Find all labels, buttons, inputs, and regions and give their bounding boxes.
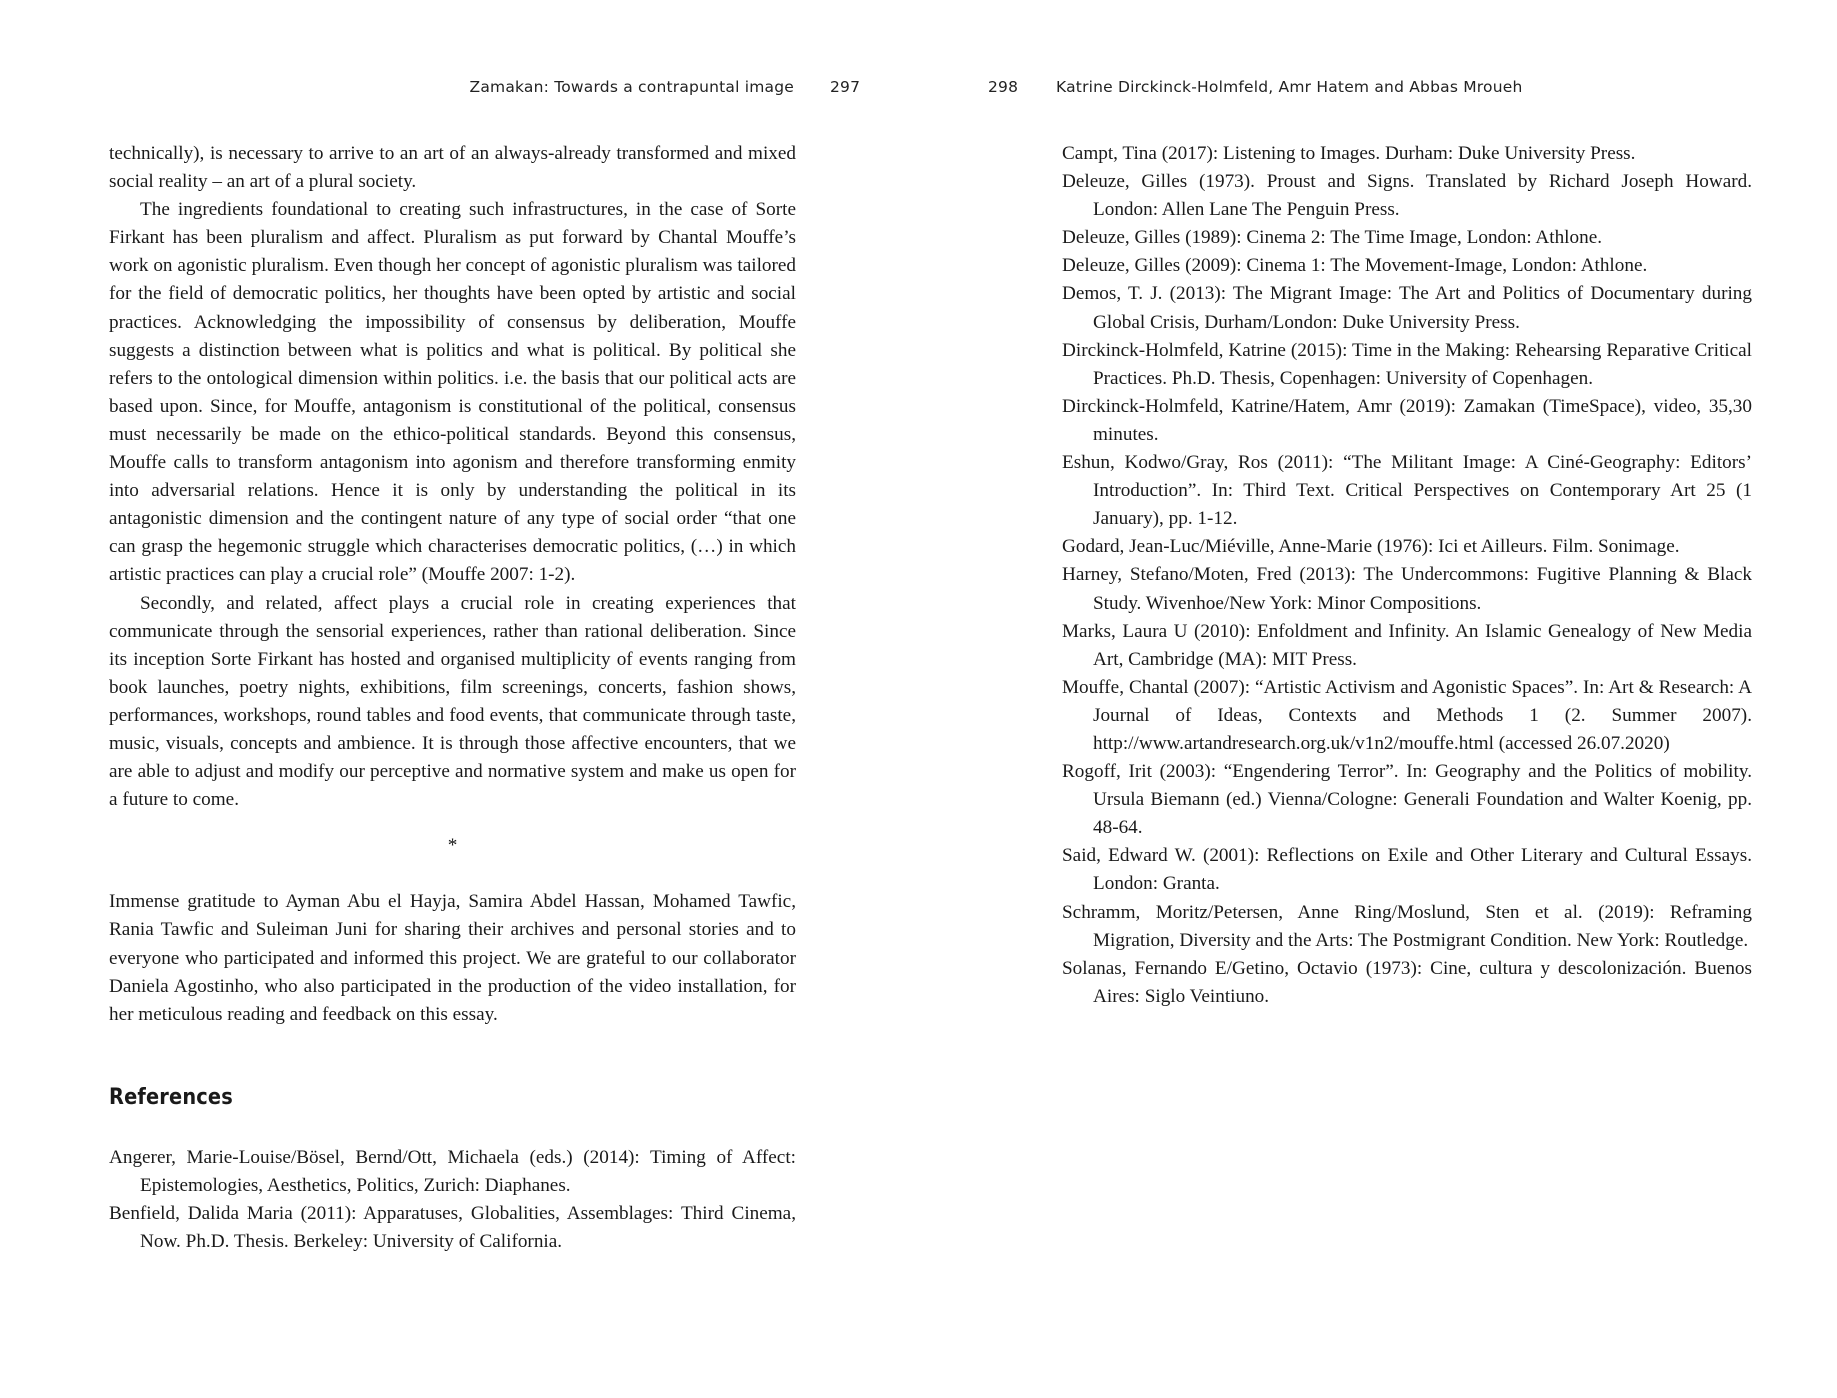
reference-list-left bbox=[109, 1144, 796, 1256]
reference-item: Campt, Tina (2017): Listening to Images. Durham: Duke University Press. bbox=[1062, 143, 1636, 164]
reference-item: Harney, Stefano/Moten, Fred (2013): The Undercommons: Fugitive Planning & Black Study. Wivenhoe/New York: Minor Compositions. bbox=[1062, 564, 1752, 614]
reference-item: Deleuze, Gilles (2009): Cinema 1: The Movement-Image, London: Athlone. bbox=[1062, 255, 1648, 277]
reference-item: Dirckinck-Holmfeld, Katrine (2015): Time in the Making: Rehearsing Reparative Critical Practices. Ph.D. Thesis, Copenhagen: University of Copenhagen. bbox=[1062, 339, 1752, 389]
reference-item: Deleuze, Gilles (1989): Cinema 2: The Time Image, London: Athlone. bbox=[1062, 227, 1603, 249]
reference-item: Deleuze, Gilles (1973). Proust and Signs. Translated by Richard Joseph Howard. London: Allen Lane The Penguin Press. bbox=[1062, 171, 1752, 221]
reference-item: Mouffe, Chantal (2007): “Artistic Activism and Agonistic Spaces”. In: Art & Research: A Journal of Ideas, Contexts and Methods 1 (2. Summer 2007). http://www.artandresearch.org.uk/v1n2/mouffe.html (accessed 26.07.2020) bbox=[1062, 676, 1752, 754]
section-separator: * bbox=[447, 835, 458, 857]
reference-list-right bbox=[1062, 140, 1752, 1011]
reference-item: Solanas, Fernando E/Getino, Octavio (1973): Cine, cultura y descolonización. Buenos Aires: Siglo Veintiuno. bbox=[1062, 957, 1752, 1007]
acknowledgement: Immense gratitude to Ayman Abu el Hayja, Samira Abdel Hassan, Mohamed Tawfic, Rania Tawfic and Suleiman Juni for sharing their archives and personal stories and to everyone who participated and informed this project. We are grateful to our collaborator Daniela Agostinho, who also participated in the production of the video installation, for her meticulous reading and feedback on this essay. bbox=[109, 891, 796, 1025]
running-title: Zamakan: Towards a contrapuntal image bbox=[469, 78, 794, 96]
page-number-right: 298 bbox=[988, 78, 1019, 96]
reference-item: Benfield, Dalida Maria (2011): Apparatuses, Globalities, Assemblages: Third Cinema, Now. Ph.D. Thesis. Berkeley: University of California. bbox=[109, 1203, 796, 1253]
running-authors: Katrine Dirckinck-Holmfeld, Amr Hatem and Abbas Mroueh bbox=[1056, 78, 1523, 96]
page-number-left: 297 bbox=[830, 78, 861, 96]
reference-item: Rogoff, Irit (2003): “Engendering Terror”. In: Geography and the Politics of mobility. Ursula Biemann (ed.) Vienna/Cologne: Generali Foundation and Walter Koenig, pp. 48-64. bbox=[1062, 761, 1752, 839]
right-page bbox=[918, 0, 1837, 1398]
paragraph: Secondly, and related, affect plays a crucial role in creating experiences that communicate through the sensorial experiences, rather than rational deliberation. Since its inception Sorte Firkant has hosted and organised multiplicity of events ranging from book launches, poetry nights, exhibitions, film screenings, concerts, fashion shows, performances, workshops, round tables and food events, that communicate through taste, music, visuals, concepts and ambience. It is through those affective encounters, that we are able to adjust and modify our perceptive and normative system and make us open for a future to come. bbox=[109, 592, 796, 811]
left-page bbox=[0, 0, 918, 1398]
references-heading: References bbox=[109, 1084, 233, 1110]
body-text bbox=[109, 140, 796, 1256]
paragraph: technically), is necessary to arrive to an art of an always-already transformed and mixed social reality – an art of a plural society. bbox=[109, 143, 796, 193]
reference-item: Godard, Jean-Luc/Miéville, Anne-Marie (1976): Ici et Ailleurs. Film. Sonimage. bbox=[1062, 536, 1680, 558]
reference-item: Said, Edward W. (2001): Reflections on Exile and Other Literary and Cultural Essays. London: Granta. bbox=[1062, 845, 1752, 895]
reference-item: Demos, T. J. (2013): The Migrant Image: The Art and Politics of Documentary during Global Crisis, Durham/London: Duke University Press. bbox=[1062, 283, 1752, 333]
reference-item: Eshun, Kodwo/Gray, Ros (2011): “The Militant Image: A Ciné-Geography: Editors’ Introduction”. In: Third Text. Critical Perspectives on Contemporary Art 25 (1 January), pp. 1-12. bbox=[1062, 452, 1752, 530]
reference-item: Schramm, Moritz/Petersen, Anne Ring/Moslund, Sten et al. (2019): Reframing Migration, Diversity and the Arts: The Postmigrant Condition. New York: Routledge. bbox=[1062, 901, 1752, 951]
reference-item: Angerer, Marie-Louise/Bösel, Bernd/Ott, Michaela (eds.) (2014): Timing of Affect: Epistemologies, Aesthetics, Politics, Zurich: Diaphanes. bbox=[109, 1146, 796, 1196]
reference-item: Dirckinck-Holmfeld, Katrine/Hatem, Amr (2019): Zamakan (TimeSpace), video, 35,30 minutes. bbox=[1062, 395, 1752, 445]
paragraph: The ingredients foundational to creating such infrastructures, in the case of Sorte Firkant has been pluralism and affect. Pluralism as put forward by Chantal Mouffe’s work on agonistic pluralism. Even though her concept of agonistic pluralism was tailored for the field of democratic politics, her thoughts have been opted by artistic and social practices. Acknowledging the impossibility of consensus by deliberation, Mouffe suggests a distinction between what is politics and what is political. By political she refers to the ontological dimension within politics. i.e. the basis that our political acts are based upon. Since, for Mouffe, antagonism is constitutional of the political, consensus must necessarily be made on the ethico-political standards. Beyond this consensus, Mouffe calls to transform antagonism into agonism and therefore transforming enmity into adversarial relations. Hence it is only by understanding the political in its antagonistic dimension and the contingent nature of any type of social order “that one can grasp the hegemonic struggle which characterises democratic politics, (…) in which artistic practices can play a crucial role” (Mouffe 2007: 1-2). bbox=[109, 199, 796, 586]
reference-item: Marks, Laura U (2010): Enfoldment and Infinity. An Islamic Genealogy of New Media Art, Cambridge (MA): MIT Press. bbox=[1062, 620, 1752, 670]
